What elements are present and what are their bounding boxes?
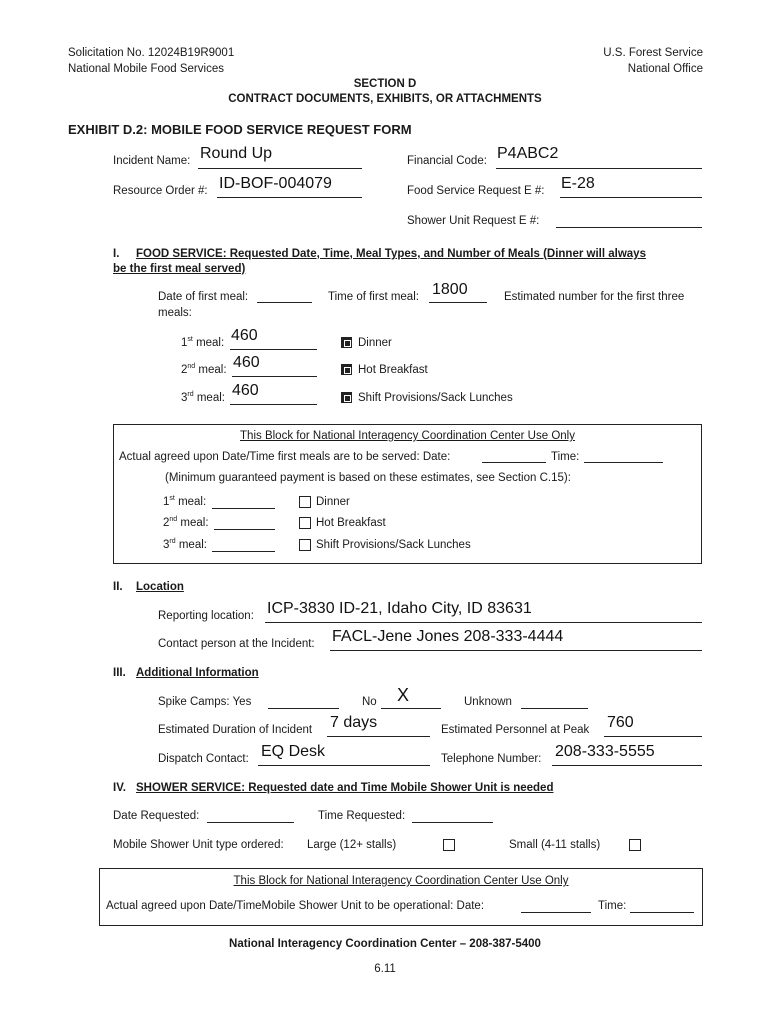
nicc-block-food-title: This Block for National Interagency Coordination Center Use Only xyxy=(240,430,575,442)
meal-1-count-field[interactable]: 460 xyxy=(231,327,258,344)
incident-name-label: Incident Name: xyxy=(113,155,191,167)
shower-time-field[interactable] xyxy=(412,822,493,823)
nicc-meal-1-label: 1st meal: xyxy=(163,495,207,508)
personnel-field[interactable]: 760 xyxy=(607,714,634,731)
food-service-heading-cont: be the first meal served) xyxy=(113,263,246,275)
office-name: National Office xyxy=(627,63,703,75)
food-service-heading: FOOD SERVICE: Requested Date, Time, Meal Types, and Number of Meals (Dinner will always xyxy=(136,248,646,260)
shower-large-checkbox[interactable] xyxy=(443,839,455,851)
nicc-meal-3-field[interactable] xyxy=(212,551,275,552)
nicc-meal-2-field[interactable] xyxy=(214,529,275,530)
additional-heading-num: III. xyxy=(113,667,126,679)
duration-line xyxy=(327,736,430,737)
food-request-label: Food Service Request E #: xyxy=(407,185,545,197)
resource-order-field[interactable]: ID-BOF-004079 xyxy=(219,175,332,192)
financial-code-field[interactable]: P4ABC2 xyxy=(497,145,559,162)
nicc-shower-time-label: Time: xyxy=(598,900,627,912)
hot-breakfast-checkbox[interactable] xyxy=(341,364,352,375)
nicc-shower-time-field[interactable] xyxy=(630,912,694,913)
contact-person-line xyxy=(330,650,702,651)
estimate-label-cont: meals: xyxy=(158,307,192,319)
financial-code-line xyxy=(496,168,702,169)
contact-person-field[interactable]: FACL-Jene Jones 208-333-4444 xyxy=(332,628,564,645)
personnel-label: Estimated Personnel at Peak xyxy=(441,724,590,736)
spike-no-line xyxy=(381,708,441,709)
program-name: National Mobile Food Services xyxy=(68,63,224,75)
exhibit-title: EXHIBIT D.2: MOBILE FOOD SERVICE REQUEST FORM xyxy=(68,122,412,137)
nicc-hot-breakfast-label: Hot Breakfast xyxy=(316,517,386,529)
nicc-agreed-label: Actual agreed upon Date/Time first meals are to be served: Date: xyxy=(119,451,451,463)
meal-1-line xyxy=(230,349,317,350)
nicc-meal-2-label: 2nd meal: xyxy=(163,516,209,529)
meal-2-count-field[interactable]: 460 xyxy=(233,354,260,371)
nicc-dinner-checkbox[interactable] xyxy=(299,496,311,508)
section-title: CONTRACT DOCUMENTS, EXHIBITS, OR ATTACHMENTS xyxy=(228,93,542,105)
sack-lunch-checkbox[interactable] xyxy=(341,392,352,403)
telephone-line xyxy=(552,765,702,766)
hot-breakfast-label: Hot Breakfast xyxy=(358,364,428,376)
spike-unknown-field[interactable] xyxy=(521,708,588,709)
nicc-hot-breakfast-checkbox[interactable] xyxy=(299,517,311,529)
nicc-meal-1-field[interactable] xyxy=(212,508,275,509)
nicc-time-field[interactable] xyxy=(584,462,663,463)
shower-request-label: Shower Unit Request E #: xyxy=(407,215,540,227)
reporting-location-field[interactable]: ICP-3830 ID-21, Idaho City, ID 83631 xyxy=(267,600,532,617)
duration-field[interactable]: 7 days xyxy=(330,714,378,731)
incident-name-field[interactable]: Round Up xyxy=(200,145,273,162)
food-request-field[interactable]: E-28 xyxy=(561,175,595,192)
nicc-shower-agreed-label: Actual agreed upon Date/TimeMobile Shower Unit to be operational: Date: xyxy=(106,900,485,912)
personnel-line xyxy=(604,736,702,737)
spike-yes-field[interactable] xyxy=(268,708,339,709)
nicc-block-shower-title: This Block for National Interagency Coordination Center Use Only xyxy=(233,875,569,887)
resource-order-line xyxy=(217,197,362,198)
reporting-location-line xyxy=(265,622,702,623)
nicc-time-label: Time: xyxy=(551,451,580,463)
meal-3-count-field[interactable]: 460 xyxy=(232,382,259,399)
incident-name-line xyxy=(198,168,362,169)
shower-time-label: Time Requested: xyxy=(318,810,406,822)
food-service-heading-num: I. xyxy=(113,248,120,260)
duration-label: Estimated Duration of Incident xyxy=(158,724,313,736)
dinner-checkbox[interactable] xyxy=(341,337,352,348)
agency-name: U.S. Forest Service xyxy=(603,47,703,59)
shower-small-checkbox[interactable] xyxy=(629,839,641,851)
nicc-date-field[interactable] xyxy=(482,462,546,463)
shower-heading: SHOWER SERVICE: Requested date and Time Mobile Shower Unit is needed xyxy=(136,782,554,794)
reporting-location-label: Reporting location: xyxy=(158,610,254,622)
nicc-sack-lunch-checkbox[interactable] xyxy=(299,539,311,551)
date-first-meal-label: Date of first meal: xyxy=(158,291,249,303)
food-request-line xyxy=(560,197,702,198)
shower-small-label: Small (4-11 stalls) xyxy=(509,839,601,851)
meal-3-label: 3rd meal: xyxy=(181,391,225,404)
resource-order-label: Resource Order #: xyxy=(113,185,208,197)
dinner-label: Dinner xyxy=(358,337,392,349)
footer-contact: National Interagency Coordination Center – 208-387-5400 xyxy=(229,938,541,950)
dispatch-contact-line xyxy=(258,765,430,766)
date-first-meal-field[interactable] xyxy=(257,302,312,303)
nicc-meal-3-label: 3rd meal: xyxy=(163,538,207,551)
section-label: SECTION D xyxy=(353,78,417,90)
telephone-field[interactable]: 208-333-5555 xyxy=(555,743,655,760)
telephone-label: Telephone Number: xyxy=(441,753,542,765)
sack-lunch-label: Shift Provisions/Sack Lunches xyxy=(358,392,513,404)
spike-no-label: No xyxy=(362,696,377,708)
shower-date-field[interactable] xyxy=(207,822,294,823)
time-first-meal-line xyxy=(429,302,487,303)
shower-date-label: Date Requested: xyxy=(113,810,200,822)
meal-2-line xyxy=(232,376,317,377)
nicc-note: (Minimum guaranteed payment is based on these estimates, see Section C.15): xyxy=(165,472,571,484)
dispatch-contact-label: Dispatch Contact: xyxy=(158,753,249,765)
meal-1-label: 1st meal: xyxy=(181,336,225,349)
meal-3-line xyxy=(230,404,317,405)
estimate-label: Estimated number for the first three xyxy=(504,291,685,303)
additional-heading: Additional Information xyxy=(136,667,259,679)
nicc-dinner-label: Dinner xyxy=(316,496,350,508)
shower-heading-num: IV. xyxy=(113,782,127,794)
time-first-meal-label: Time of first meal: xyxy=(328,291,419,303)
meal-2-label: 2nd meal: xyxy=(181,363,227,376)
spike-unknown-label: Unknown xyxy=(464,696,512,708)
shower-type-label: Mobile Shower Unit type ordered: xyxy=(113,839,284,851)
financial-code-label: Financial Code: xyxy=(407,155,487,167)
time-first-meal-field[interactable]: 1800 xyxy=(432,281,468,298)
nicc-sack-lunch-label: Shift Provisions/Sack Lunches xyxy=(316,539,471,551)
nicc-shower-date-field[interactable] xyxy=(521,912,591,913)
spike-no-field[interactable]: X xyxy=(397,685,410,705)
shower-request-field[interactable] xyxy=(556,227,702,228)
spike-camps-label: Spike Camps: Yes xyxy=(158,696,252,708)
location-heading: Location xyxy=(136,581,184,593)
dispatch-contact-field[interactable]: EQ Desk xyxy=(261,743,326,760)
shower-large-label: Large (12+ stalls) xyxy=(307,839,397,851)
contact-person-label: Contact person at the Incident: xyxy=(158,638,315,650)
solicitation-number: Solicitation No. 12024B19R9001 xyxy=(68,47,235,59)
page-number: 6.11 xyxy=(374,963,396,975)
location-heading-num: II. xyxy=(113,581,123,593)
